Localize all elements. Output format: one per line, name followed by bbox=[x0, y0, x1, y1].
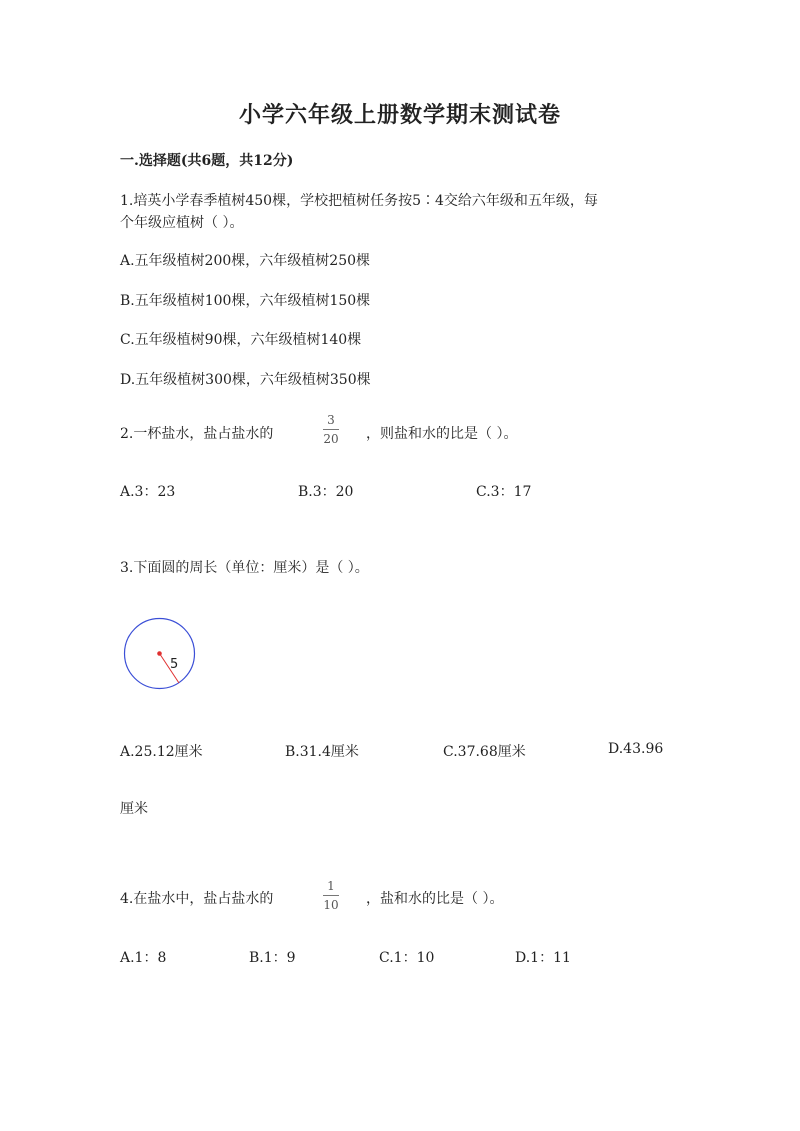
q3-option-b: B.31.4厘米 bbox=[285, 744, 359, 760]
q3-option-d: D.43.96 bbox=[608, 741, 664, 757]
q4-stem-prefix: 4.在盐水中，盐占盐水的 bbox=[120, 891, 274, 907]
q1-stem-line1: 1.培英小学春季植树450棵，学校把植树任务按5∶4交给六年级和五年级，每 bbox=[120, 193, 598, 209]
q4-option-b: B.1：9 bbox=[249, 950, 296, 966]
page-title: 小学六年级上册数学期末测试卷 bbox=[238, 102, 561, 128]
section-heading: 一.选择题(共6题，共12分) bbox=[120, 153, 294, 169]
q2-fraction-denominator: 20 bbox=[323, 432, 339, 446]
q1-stem-line2: 个年级应植树（ ）。 bbox=[120, 215, 244, 231]
q4-fraction-numerator: 1 bbox=[327, 879, 335, 893]
q2-fraction-numerator: 3 bbox=[327, 413, 335, 427]
fraction-bar bbox=[323, 429, 339, 430]
q1-option-c: C.五年级植树90棵，六年级植树140棵 bbox=[120, 332, 362, 348]
q3-option-c: C.37.68厘米 bbox=[443, 744, 526, 760]
q3-option-a: A.25.12厘米 bbox=[120, 744, 203, 760]
q2-option-a: A.3：23 bbox=[120, 484, 176, 500]
q2-stem-prefix: 2.一杯盐水，盐占盐水的 bbox=[120, 426, 274, 442]
q1-option-d: D.五年级植树300棵，六年级植树350棵 bbox=[120, 372, 371, 388]
q2-option-b: B.3：20 bbox=[298, 484, 354, 500]
q3-stem: 3.下面圆的周长（单位：厘米）是（ ）。 bbox=[120, 560, 369, 576]
q4-option-d: D.1：11 bbox=[515, 950, 571, 966]
fraction-bar bbox=[323, 895, 339, 896]
q1-option-a: A.五年级植树200棵，六年级植树250棵 bbox=[120, 253, 371, 269]
q4-fraction-denominator: 10 bbox=[323, 898, 339, 912]
q4-fraction bbox=[323, 879, 339, 912]
q1-option-b: B.五年级植树100棵，六年级植树150棵 bbox=[120, 293, 371, 309]
circle-figure bbox=[120, 616, 200, 692]
q3-option-d-wrap: 厘米 bbox=[120, 801, 148, 817]
q4-option-a: A.1：8 bbox=[120, 950, 167, 966]
q4-stem-suffix: ，盐和水的比是（ ）。 bbox=[366, 891, 504, 907]
center-point bbox=[157, 651, 162, 656]
radius-label: 5 bbox=[170, 657, 179, 672]
q2-fraction bbox=[323, 413, 339, 446]
q2-stem-suffix: ，则盐和水的比是（ ）。 bbox=[366, 426, 518, 442]
q2-option-c: C.3：17 bbox=[476, 484, 532, 500]
q4-option-c: C.1：10 bbox=[379, 950, 435, 966]
